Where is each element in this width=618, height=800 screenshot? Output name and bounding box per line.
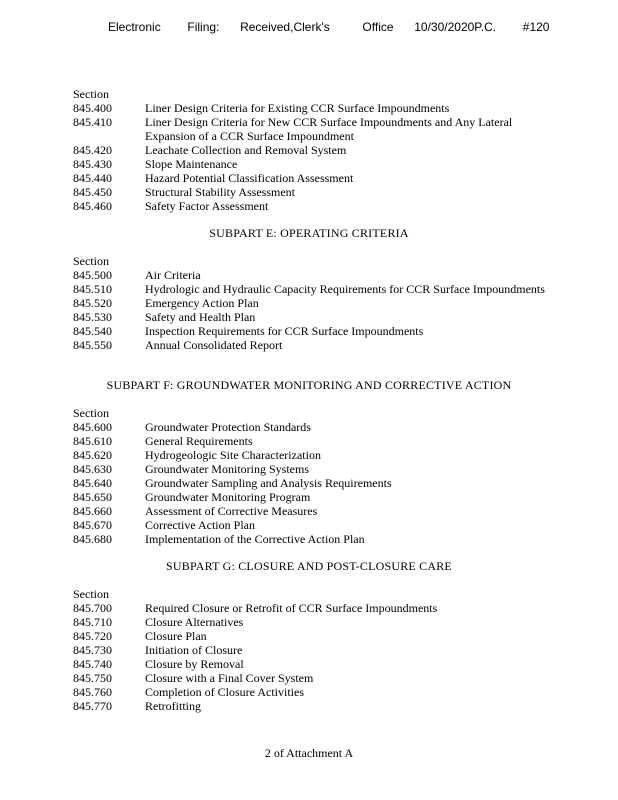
section-row [73, 143, 553, 157]
section-row [73, 199, 553, 213]
section-row [73, 504, 553, 518]
section-row [73, 699, 553, 713]
section-title: General Requirements [145, 434, 253, 448]
section-title: Hydrogeologic Site Characterization [145, 448, 321, 462]
subpart-g-heading: SUBPART G: CLOSURE AND POST-CLOSURE CARE [166, 559, 452, 573]
section-block-e [73, 254, 553, 352]
header-received: Received,Clerk's [240, 20, 330, 34]
section-title: Groundwater Protection Standards [145, 420, 311, 434]
section-number: 845.450 [73, 185, 112, 199]
section-heading: Section [73, 254, 109, 268]
section-row [73, 185, 553, 199]
section-title: Safety and Health Plan [145, 310, 256, 324]
section-row [73, 462, 553, 476]
section-title: Annual Consolidated Report [145, 338, 283, 352]
section-number: 845.420 [73, 143, 112, 157]
subpart-f-heading: SUBPART F: GROUNDWATER MONITORING AND CORRECTIVE ACTION [106, 378, 512, 392]
section-number: 845.520 [73, 296, 112, 310]
section-row [73, 420, 553, 434]
section-row [73, 296, 553, 310]
section-title: Safety Factor Assessment [145, 199, 269, 213]
section-title: Air Criteria [145, 268, 201, 282]
section-number: 845.670 [73, 518, 112, 532]
section-number: 845.610 [73, 434, 112, 448]
section-number: 845.530 [73, 310, 112, 324]
section-title: Corrective Action Plan [145, 518, 255, 532]
filing-header [108, 20, 549, 34]
section-row [73, 490, 553, 504]
header-office: Office [362, 20, 394, 34]
section-title: Liner Design Criteria for Existing CCR Surface Impoundments [145, 101, 450, 115]
section-number: 845.700 [73, 601, 112, 615]
section-number: 845.400 [73, 101, 112, 115]
section-row [73, 338, 553, 352]
section-row [73, 476, 553, 490]
section-title: Emergency Action Plan [145, 296, 259, 310]
section-title: Closure with a Final Cover System [145, 671, 314, 685]
section-row [73, 310, 553, 324]
header-number: #120 [522, 20, 550, 34]
section-number: 845.540 [73, 324, 112, 338]
section-block-f [73, 406, 553, 546]
section-row [73, 685, 553, 699]
section-block-d [73, 87, 553, 213]
section-row [73, 518, 553, 532]
section-title: Closure by Removal [145, 657, 244, 671]
section-number: 845.410 [73, 115, 112, 129]
section-title: Completion of Closure Activities [145, 685, 304, 699]
section-heading: Section [73, 587, 109, 601]
section-row [73, 101, 553, 115]
section-block-g [73, 587, 553, 713]
section-number: 845.550 [73, 338, 112, 352]
page-footer: 2 of Attachment A [264, 746, 354, 760]
section-title: Required Closure or Retrofit of CCR Surface Impoundments [145, 601, 438, 615]
section-row [73, 532, 553, 546]
section-row [73, 629, 553, 643]
section-row [73, 615, 553, 629]
section-number: 845.440 [73, 171, 112, 185]
section-title: Closure Plan [145, 629, 207, 643]
header-electronic: Electronic [108, 20, 161, 34]
section-title: Hazard Potential Classification Assessment [145, 171, 354, 185]
section-number: 845.730 [73, 643, 112, 657]
section-number: 845.740 [73, 657, 112, 671]
section-number: 845.600 [73, 420, 112, 434]
section-number: 845.460 [73, 199, 112, 213]
section-title: Initiation of Closure [145, 643, 243, 657]
section-title: Liner Design Criteria for New CCR Surface Impoundments and Any Lateral Expansion of a CCR Surface Impoundment [145, 115, 513, 143]
section-title: Groundwater Sampling and Analysis Requirements [145, 476, 392, 490]
section-heading: Section [73, 87, 109, 101]
section-number: 845.430 [73, 157, 112, 171]
section-heading: Section [73, 406, 109, 420]
section-title: Assessment of Corrective Measures [145, 504, 318, 518]
section-title: Inspection Requirements for CCR Surface Impoundments [145, 324, 424, 338]
section-row [73, 643, 553, 657]
section-row [73, 115, 553, 143]
section-row [73, 268, 553, 282]
header-filing: Filing: [187, 20, 220, 34]
section-row [73, 324, 553, 338]
section-number: 845.770 [73, 699, 112, 713]
section-title: Leachate Collection and Removal System [145, 143, 347, 157]
section-number: 845.660 [73, 504, 112, 518]
section-number: 845.620 [73, 448, 112, 462]
section-title: Closure Alternatives [145, 615, 244, 629]
section-row [73, 157, 553, 171]
section-number: 845.680 [73, 532, 112, 546]
section-row [73, 671, 553, 685]
section-title: Structural Stability Assessment [145, 185, 295, 199]
section-number: 845.640 [73, 476, 112, 490]
section-title: Implementation of the Corrective Action Plan [145, 532, 365, 546]
section-number: 845.720 [73, 629, 112, 643]
section-title: Groundwater Monitoring Program [145, 490, 311, 504]
section-title: Retrofitting [145, 699, 201, 713]
section-row [73, 434, 553, 448]
section-number: 845.750 [73, 671, 112, 685]
section-number: 845.710 [73, 615, 112, 629]
header-date: 10/30/2020P.C. [414, 20, 497, 34]
section-number: 845.500 [73, 268, 112, 282]
section-title: Hydrologic and Hydraulic Capacity Requirements for CCR Surface Impoundments [145, 282, 545, 296]
section-number: 845.510 [73, 282, 112, 296]
section-row [73, 171, 553, 185]
section-row [73, 657, 553, 671]
section-row [73, 448, 553, 462]
section-title: Groundwater Monitoring Systems [145, 462, 309, 476]
section-row [73, 601, 553, 615]
section-number: 845.650 [73, 490, 112, 504]
section-title: Slope Maintenance [145, 157, 238, 171]
subpart-e-heading: SUBPART E: OPERATING CRITERIA [209, 226, 409, 240]
section-number: 845.630 [73, 462, 112, 476]
section-number: 845.760 [73, 685, 112, 699]
section-row [73, 282, 553, 296]
